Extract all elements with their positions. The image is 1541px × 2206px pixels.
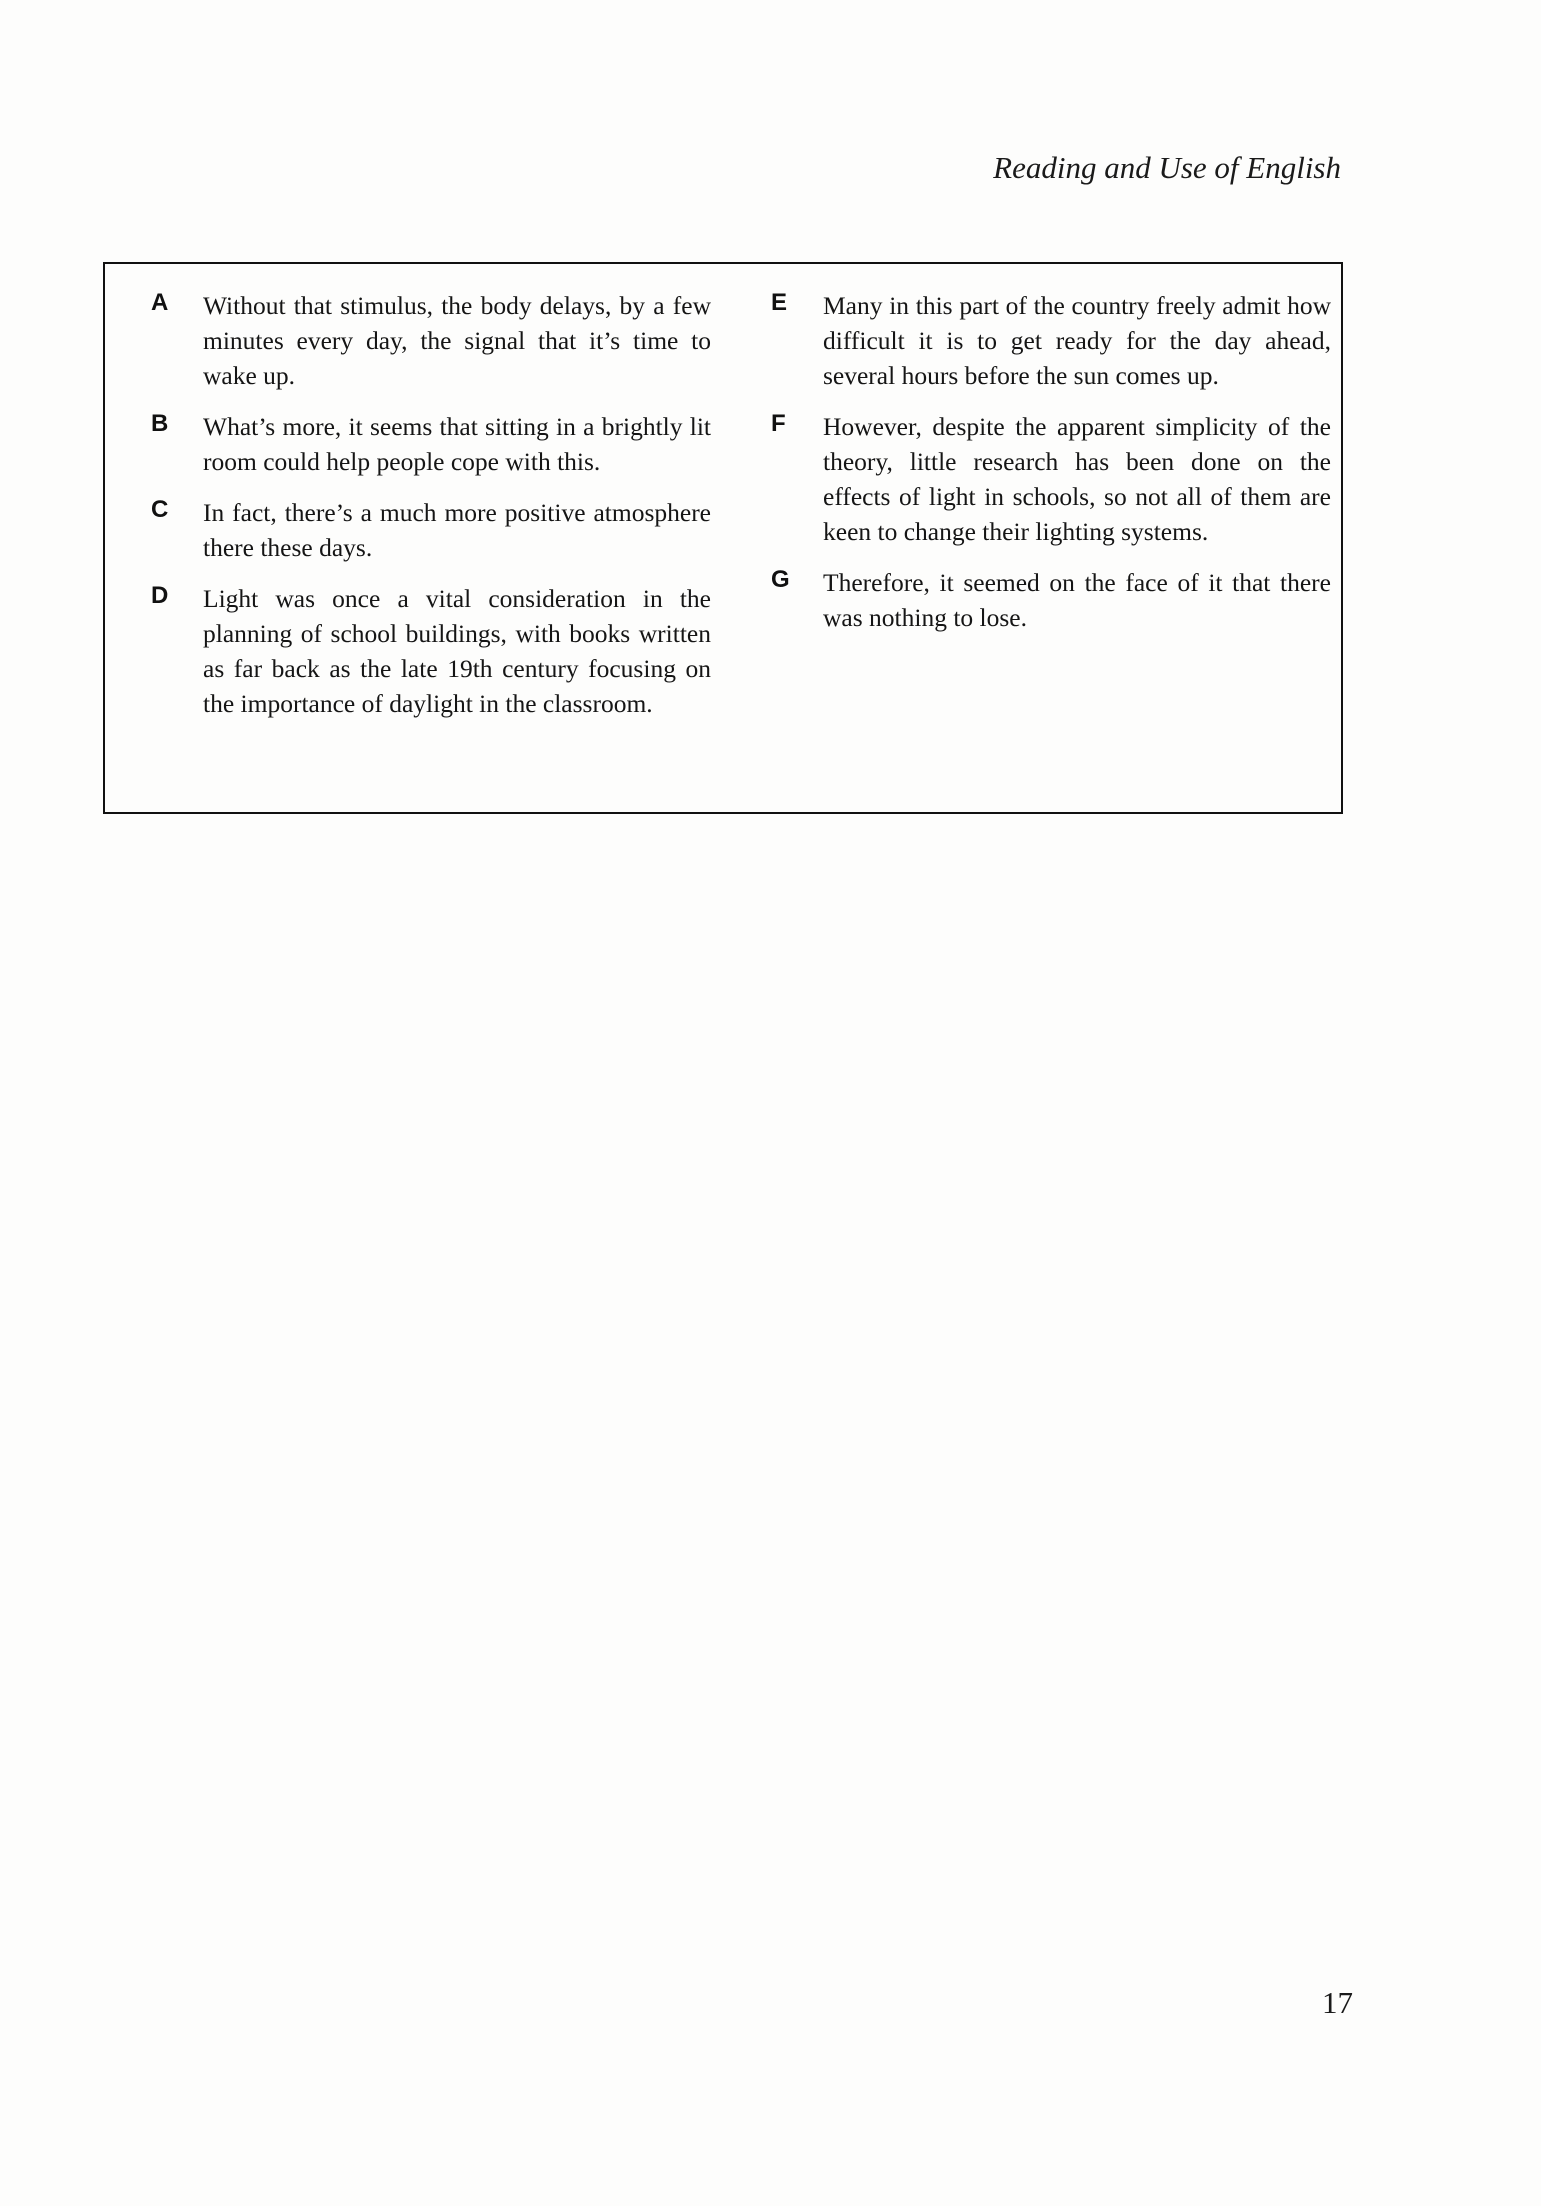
option-text: In fact, there’s a much more positive atmosphere there these days. <box>203 498 711 562</box>
option-text: What’s more, it seems that sitting in a brightly lit room could help people cope with this. <box>203 412 711 476</box>
options-column-left <box>151 288 711 737</box>
option-b <box>151 409 711 479</box>
option-text: Light was once a vital consideration in the planning of school buildings, with books written as far back as the late 19th century focusing on the importance of daylight in the classroom. <box>203 584 711 718</box>
options-column-right <box>771 288 1331 651</box>
option-letter: D <box>151 582 169 609</box>
option-letter: C <box>151 496 169 523</box>
option-letter: F <box>771 410 786 437</box>
option-letter: B <box>151 410 169 437</box>
running-header: Reading and Use of English <box>993 150 1341 185</box>
option-text: Therefore, it seemed on the face of it that there was nothing to lose. <box>823 568 1331 632</box>
option-a <box>151 288 711 393</box>
option-text: Without that stimulus, the body delays, by a few minutes every day, the signal that it’s time to wake up. <box>203 291 711 390</box>
option-e <box>771 288 1331 393</box>
options-box <box>103 262 1343 814</box>
option-d <box>151 581 711 721</box>
option-text: Many in this part of the country freely admit how difficult it is to get ready for the day ahead, several hours before the sun comes up. <box>823 291 1331 390</box>
page-number: 17 <box>1322 1985 1353 2020</box>
option-g <box>771 565 1331 635</box>
option-letter: G <box>771 566 790 593</box>
option-text: However, despite the apparent simplicity of the theory, little research has been done on the effects of light in schools, so not all of them are keen to change their lighting systems. <box>823 412 1331 546</box>
option-c <box>151 495 711 565</box>
option-letter: E <box>771 289 788 316</box>
option-f <box>771 409 1331 549</box>
option-letter: A <box>151 289 169 316</box>
